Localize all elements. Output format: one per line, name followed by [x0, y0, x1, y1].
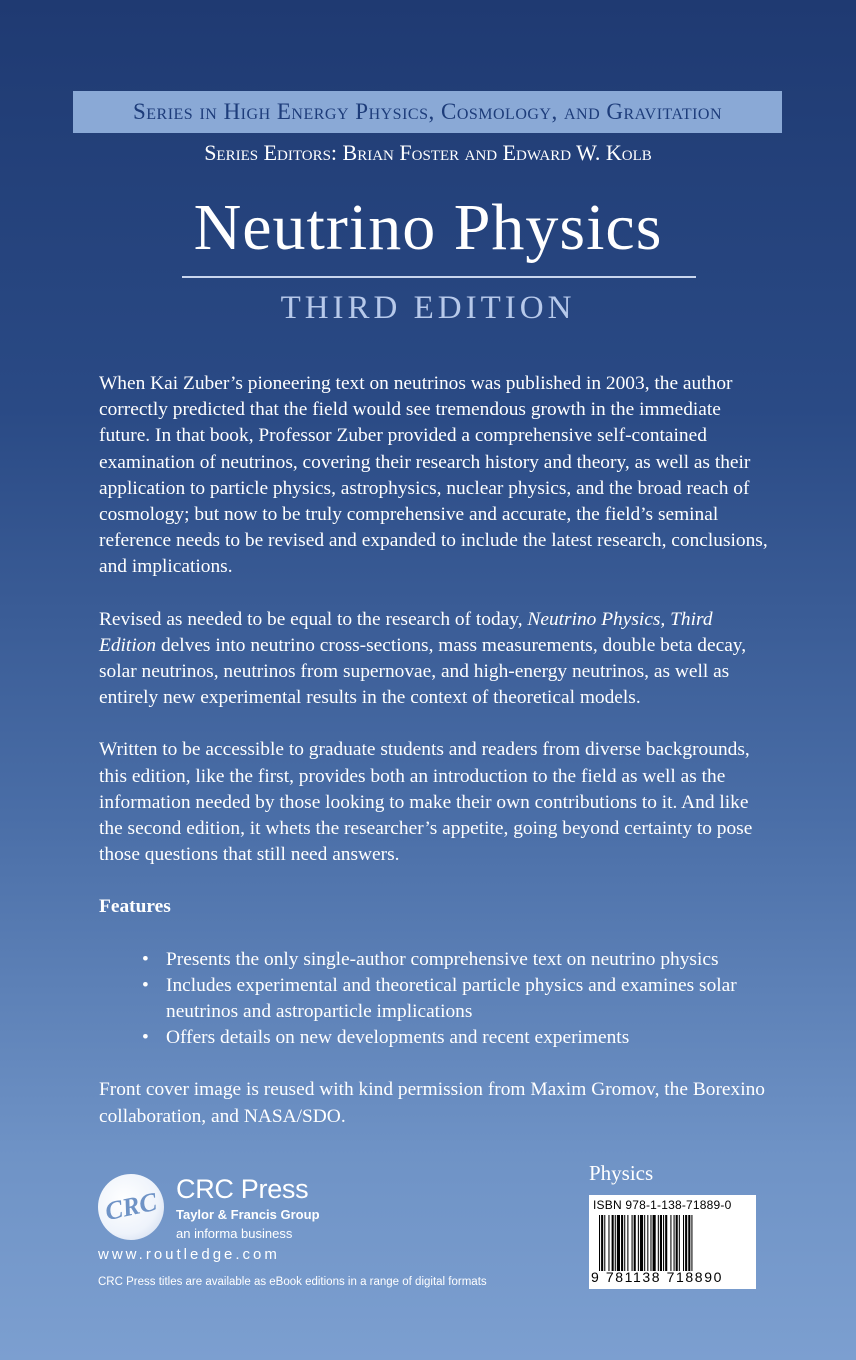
barcode-bar: [599, 1215, 600, 1271]
book-edition: THIRD EDITION: [280, 290, 576, 326]
barcode-bar: [670, 1215, 671, 1271]
title-divider: [182, 276, 696, 278]
feature-item: • Offers details on new developments and recent experiments: [99, 1025, 769, 1051]
features-list: [99, 947, 769, 1052]
ebook-note: CRC Press titles are available as eBook editions in a range of digital formats: [98, 1276, 487, 1288]
barcode-icon: [599, 1215, 749, 1271]
feature-item: • Presents the only single-author comprehensive text on neutrino physics: [99, 947, 769, 973]
barcode-bar: [615, 1215, 616, 1271]
book-title: Neutrino Physics: [193, 191, 663, 264]
barcode-bar: [653, 1215, 656, 1271]
barcode-bar: [663, 1215, 664, 1271]
isbn-barcode: [589, 1195, 756, 1289]
barcode-bar: [632, 1215, 633, 1271]
barcode-bar: [660, 1215, 662, 1271]
barcode-bar: [634, 1215, 636, 1271]
paragraph-2-intro: Revised as needed to be equal to the research of today,: [99, 608, 528, 630]
barcode-bar: [685, 1215, 687, 1271]
description: [99, 371, 769, 1156]
series-editors: Series Editors: Brian Foster and Edward W. Kolb: [204, 140, 652, 165]
barcode-bar: [647, 1215, 648, 1271]
publisher-website[interactable]: www.routledge.com: [98, 1246, 280, 1263]
cover-image-credit: Front cover image is reused with kind permission from Maxim Gromov, the Borexino collaboration, and NASA/SDO.: [99, 1079, 765, 1127]
description-paragraph-3: Written to be accessible to graduate students and readers from diverse backgrounds, this edition, like the first, provides both an introduction to the field as well as the information needed by those looking to make their own contributions to it. And like the second edition, it whets the researcher’s appetite, going beyond certainty to pose those questions that still need answers.: [99, 739, 753, 866]
barcode-bar: [650, 1215, 651, 1271]
barcode-bar: [640, 1215, 643, 1271]
features-heading: Features: [99, 896, 171, 918]
barcode-bar: [665, 1215, 667, 1271]
barcode-bar: [638, 1215, 639, 1271]
description-paragraph-2: [99, 607, 769, 712]
barcode-bar: [676, 1215, 678, 1271]
barcode-bar: [617, 1215, 620, 1271]
barcode-bar: [601, 1215, 603, 1271]
publisher-group: Taylor & Francis Group: [176, 1207, 320, 1222]
barcode-bar: [624, 1215, 625, 1271]
barcode-digits: 9 781138 718890: [591, 1269, 723, 1285]
feature-item: • Includes experimental and theoretical particle physics and examines solar neutrinos and astroparticle implications: [99, 973, 769, 1025]
series-banner: [73, 91, 782, 133]
barcode-bar: [691, 1215, 692, 1271]
barcode-bar: [644, 1215, 645, 1271]
barcode-bar: [612, 1215, 614, 1271]
crc-logo-text: CRC: [102, 1186, 160, 1227]
barcode-bar: [683, 1215, 684, 1271]
barcode-bar: [604, 1215, 605, 1271]
publisher-business: an informa business: [176, 1226, 293, 1241]
series-title: Series in High Energy Physics, Cosmology, and Gravitation: [132, 99, 723, 124]
subject-category: Physics: [589, 1161, 654, 1185]
publisher-name: CRC Press: [176, 1174, 309, 1204]
isbn-label: ISBN 978-1-138-71889-0: [593, 1198, 732, 1212]
barcode-bar: [688, 1215, 690, 1271]
barcode-bar: [621, 1215, 623, 1271]
barcode-bar: [608, 1215, 609, 1271]
paragraph-2-rest: delves into neutrino cross-sections, mass measurements, double beta decay, solar neutrinos, neutrinos from supernovae, and high-energy neutrinos, as well as entirely new experimental results in the context of theoretical models.: [99, 634, 747, 709]
barcode-bar: [674, 1215, 675, 1271]
paragraph-2-book-title: Neutrino Physics, Third Edition: [99, 608, 713, 656]
crc-logo-icon: [98, 1174, 164, 1240]
description-paragraph-1: When Kai Zuber’s pioneering text on neutrinos was published in 2003, the author correctly predicted that the field would see tremendous growth in the immediate future. In that book, Professor Zuber provided a comprehensive self-contained examination of neutrinos, covering their research history and theory, as well as their application to particle physics, astrophysics, nuclear physics, and the broad reach of cosmology; but now to be truly comprehensive and accurate, the field’s seminal reference needs to be revised and expanded to include the latest research, conclusions, and implications.: [99, 373, 768, 578]
barcode-bar: [627, 1215, 628, 1271]
publisher-block: [98, 1174, 518, 1294]
barcode-bar: [679, 1215, 680, 1271]
barcode-bar: [658, 1215, 659, 1271]
